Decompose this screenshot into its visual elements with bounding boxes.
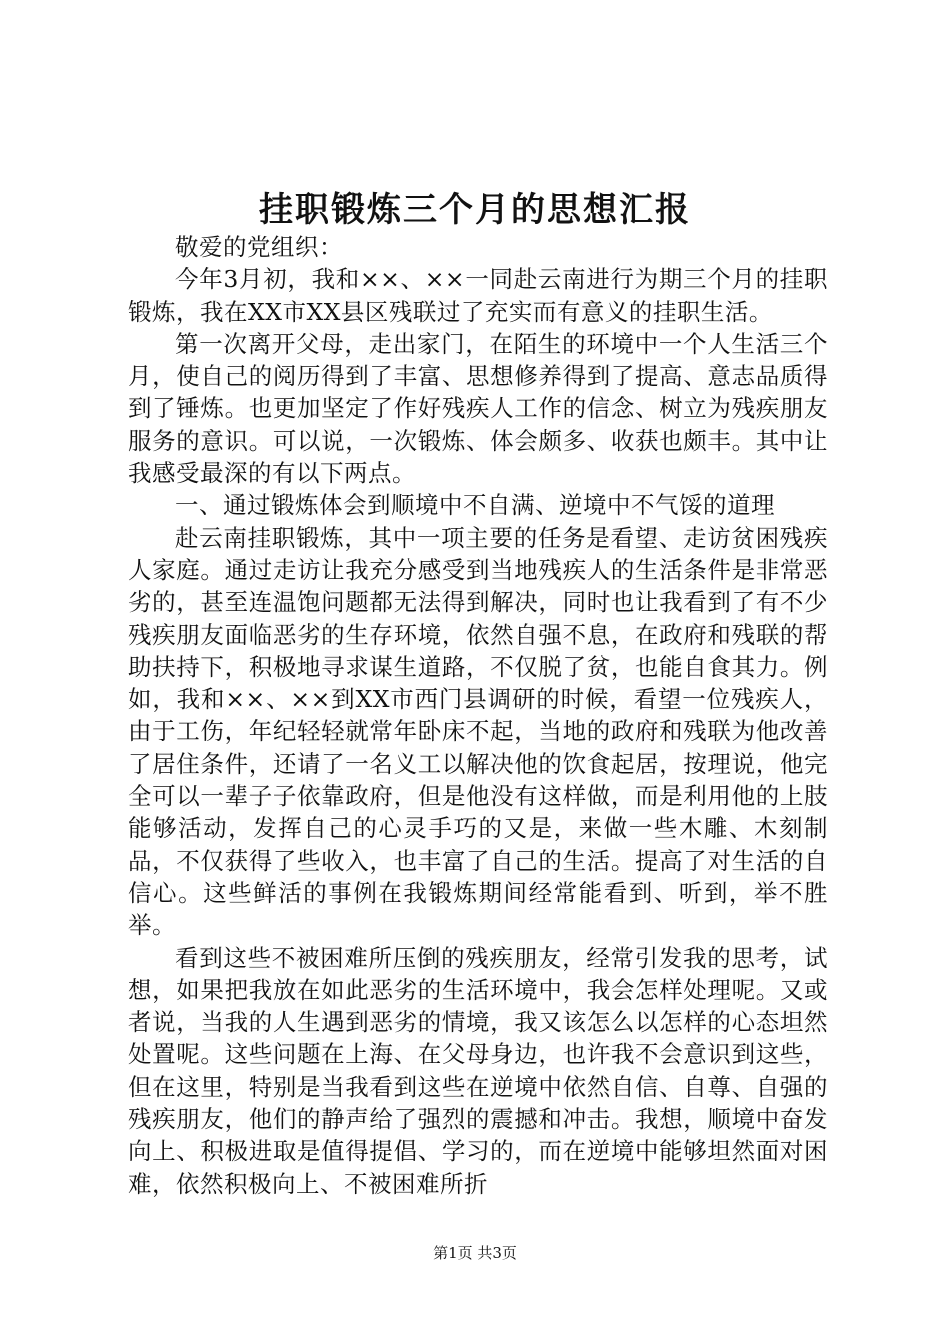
page-number-footer: 第1页 共3页 [433,1244,517,1262]
section-heading-1: 一、通过锻炼体会到顺境中不自满、逆境中不气馁的道理 [175,491,775,520]
paragraph-3: 赴云南挂职锻炼，其中一项主要的任务是看望、走访贫困残疾人家庭。通过走访让我充分感受到当地残疾人的生活条件是非常恶劣的，甚至连温饱问题都无法得到解决，同时也让我看到了有不少残疾朋友面临恶劣的生存环境，依然自强不息，在政府和残联的帮助扶持下，积极地寻求谋生道路，不仅脱了贫，也能自食其力。例如，我和××、××到XX市西门县调研的时候，看望一位残疾人，由于工伤，年纪轻轻就常年卧床不起，当地的政府和残联为他改善了居住条件，还请了一名义工以解决他的饮食起居，按理说，他完全可以一辈子子依靠政府，但是他没有这样做，而是利用他的上肢能够活动，发挥自己的心灵手巧的又是，来做一些木雕、木刻制品，不仅获得了些收入，也丰富了自己的生活。提高了对生活的自信心。这些鲜活的事例在我锻炼期间经常能看到、听到，举不胜举。 [128,523,828,940]
salutation: 敬爱的党组织： [175,233,343,261]
document-body [128,231,828,1200]
paragraph-2: 第一次离开父母，走出家门，在陌生的环境中一个人生活三个月，使自己的阅历得到了丰富、思想修养得到了提高、意志品质得到了锤炼。也更加坚定了作好残疾人工作的信念、树立为残疾朋友服务的意识。可以说，一次锻炼、体会颇多、收获也颇丰。其中让我感受最深的有以下两点。 [128,329,828,488]
document-title: 挂职锻炼三个月的思想汇报 [259,190,691,230]
paragraph-1: 今年3月初，我和××、××一同赴云南进行为期三个月的挂职锻炼，我在XX市XX县区残联过了充实而有意义的挂职生活。 [128,265,828,326]
paragraph-4: 看到这些不被困难所压倒的残疾朋友，经常引发我的思考，试想，如果把我放在如此恶劣的生活环境中，我会怎样处理呢。又或者说，当我的人生遇到恶劣的情境，我又该怎么以怎样的心态坦然处置呢。这些问题在上海、在父母身边，也许我不会意识到这些，但在这里，特别是当我看到这些在逆境中依然自信、自尊、自强的残疾朋友，他们的静声给了强烈的震撼和冲击。我想，顺境中奋发向上、积极进取是值得提倡、学习的，而在逆境中能够坦然面对困难，依然积极向上、不被困难所折 [128,943,828,1198]
